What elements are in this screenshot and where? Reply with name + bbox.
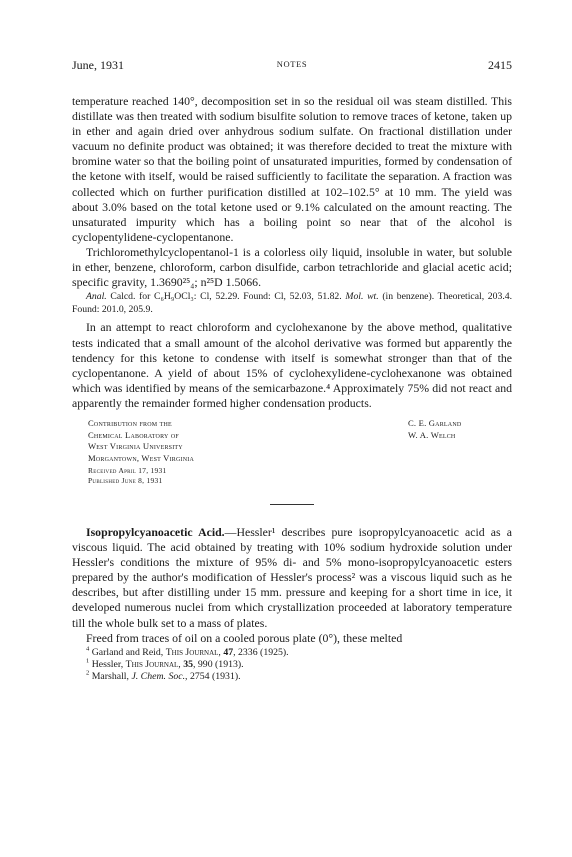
header-date: June, 1931 bbox=[72, 58, 124, 72]
affiliation-line: Morgantown, West Virginia bbox=[88, 452, 194, 463]
note-isopropylcyanoacetic bbox=[72, 525, 512, 631]
paragraph-continued: temperature reached 140°, decomposition set in so the residual oil was steam distilled. This distillate was then treated with sodium bisulfite solution to remove traces of ketone, taken up in ether and again dried over anhydrous sodium sulfate. On fractional distillation under vacuum no definite product was obtained; it was therefore decided to treat the mixture with bromine water so that the boiling point of unsaturated impurities, formed by condensation of the ketone with itself, would be raised sufficiently to facilitate the separation. A fraction was collected which on further purification distilled at 102–102.5° at 10 mm. The yield was about 3.0% based on the total ketone used or 9.1% calculated on the amount reacting. The unsaturated impurity which has a boiling point so near that of the alcohol is cyclopentylidene-cyclopentanone. bbox=[72, 94, 512, 244]
header-section: NOTES bbox=[276, 59, 308, 69]
header-page-number: 2415 bbox=[488, 58, 512, 72]
article-body bbox=[72, 94, 512, 684]
journal-page bbox=[72, 58, 512, 684]
footnote-mark: 1 bbox=[86, 657, 90, 665]
published-date: Published June 8, 1931 bbox=[88, 475, 163, 485]
journal-name: J. Chem. Soc. bbox=[131, 671, 186, 683]
footnote-mark: 4 bbox=[86, 645, 90, 653]
footnote-text: Marshall, bbox=[91, 671, 132, 683]
affiliation bbox=[88, 418, 194, 464]
footnote-1: $^1$ Hessler, This Journal, 35, 990 (1913). bbox=[86, 657, 244, 671]
paragraph-freed: Freed from traces of oil on a cooled porous plate (0°), these melted bbox=[86, 630, 403, 645]
journal-name: This Journal bbox=[165, 646, 219, 658]
affiliation-line: Chemical Laboratory of bbox=[88, 429, 179, 440]
note-title: Isopropylcyanoacetic Acid. bbox=[86, 524, 225, 539]
footnote-text: Garland and Reid, bbox=[91, 646, 166, 658]
received-date: Received April 17, 1931 bbox=[88, 465, 167, 475]
author-name: W. A. Welch bbox=[408, 429, 456, 440]
molwt-label: Mol. wt. bbox=[345, 291, 379, 303]
footnote-text: , 990 (1913). bbox=[193, 659, 244, 671]
running-header bbox=[72, 58, 512, 74]
affiliation-line: West Virginia University bbox=[88, 441, 183, 452]
footnote-text: Hessler, bbox=[91, 659, 126, 671]
analysis-text: Calcd. for C₆H₉OCl₃: Cl, 52.29. Found: Cl, 52.03, 51.82. bbox=[110, 291, 342, 303]
footnotes bbox=[72, 647, 512, 684]
paragraph-cyclohexanone: In an attempt to react chloroform and cyclohexanone by the above method, qualitative tests indicated that a small amount of the alcohol derivative was formed but apparently the tendency for this ketone to condense with itself is somewhat stronger than that of the cyclopentanone. A yield of about 15% of cyclohexylidene-cyclohexanone was obtained which was identified by means of the semicarbazone.⁴ Approximately 75% did not react and apparently the remainder formed higher condensation products. bbox=[72, 320, 512, 410]
footnote-text: , 2754 (1931). bbox=[185, 671, 241, 683]
analysis-line bbox=[72, 291, 512, 316]
footnote-4: $^4$ Garland and Reid, This Journal, 47, 2336 (1925). bbox=[86, 645, 289, 658]
molwt-text: (in benzene). Theoretical, 203.4. Found: 201.0, 205.9. bbox=[72, 291, 513, 315]
journal-name: This Journal bbox=[125, 659, 179, 671]
publication-dates bbox=[88, 466, 167, 485]
volume: 47 bbox=[223, 646, 234, 658]
affiliation-line: Contribution from the bbox=[88, 417, 172, 428]
footnote-mark: 2 bbox=[86, 670, 90, 678]
author-name: C. E. Garland bbox=[408, 417, 462, 428]
analysis-label: Anal. bbox=[86, 291, 107, 303]
authors bbox=[408, 418, 461, 441]
footnote-2 bbox=[72, 671, 512, 683]
paragraph-properties: Trichloromethylcyclopentanol-1 is a colorless oily liquid, insoluble in water, but soluble in ether, benzene, chloroform, carbon disulfide, carbon tetrachloride and glacial acetic acid; specific gravity, 1.3690²⁵₄; n²⁵D 1.5066. bbox=[72, 244, 512, 290]
volume: 35 bbox=[183, 659, 193, 671]
section-divider bbox=[270, 504, 314, 505]
signature-block bbox=[72, 418, 512, 486]
note-text: —Hessler¹ describes pure isopropylcyanoacetic acid as a viscous liquid. The acid obtained by treating with 10% sodium hydroxide solution under Hessler's conditions the mixture of 95% di- and 5% mono-isopropylcyanoacetic esters prepared by the author's modification of Hessler's process² was a viscous liquid such as he describes, but after distilling under 15 mm. pressure and keeping for a short time in ice, it developed numerous nuclei from which crystallization proceeded at laboratory temperature till the whole bulk set to a mass of plates. bbox=[72, 524, 512, 630]
footnote-text: , 2336 (1925). bbox=[233, 646, 289, 658]
